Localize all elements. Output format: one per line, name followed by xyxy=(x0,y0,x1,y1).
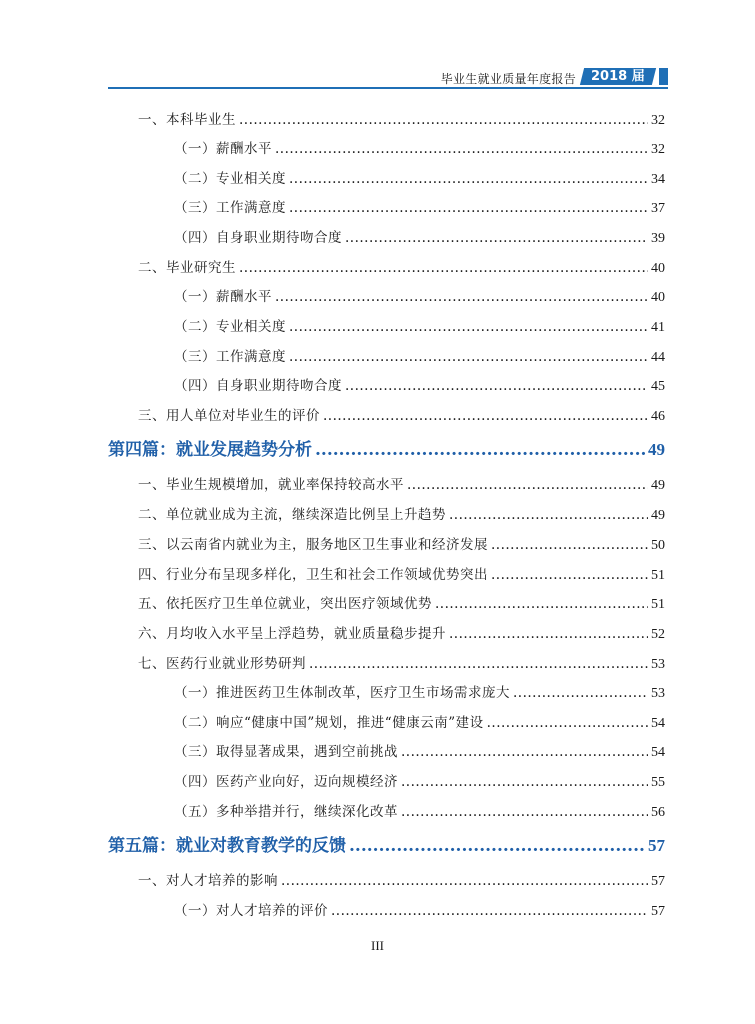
toc-entry[interactable] xyxy=(174,711,665,731)
toc-dot-leader xyxy=(275,141,648,157)
year-badge xyxy=(580,68,656,85)
toc-dot-leader xyxy=(331,903,648,919)
toc-entry-page: 49 xyxy=(651,508,665,523)
toc-entry-page: 53 xyxy=(651,657,665,672)
toc-part-heading[interactable] xyxy=(108,435,665,459)
toc-entry[interactable] xyxy=(138,404,665,424)
toc-entry-label: （四）自身职业期待吻合度 xyxy=(174,378,342,394)
toc-entry[interactable] xyxy=(174,285,665,305)
year-badge-text: 2018 届 xyxy=(591,69,645,84)
toc-dot-leader xyxy=(289,319,648,335)
header-rule xyxy=(108,87,668,89)
toc-entry[interactable] xyxy=(138,256,665,276)
toc-dot-leader xyxy=(315,440,645,460)
toc-entry-label: （二）专业相关度 xyxy=(174,319,286,335)
toc-dot-leader xyxy=(309,656,648,672)
toc-entry[interactable] xyxy=(174,196,665,216)
toc-entry-label: （二）响应“健康中国”规划，推进“健康云南”建设 xyxy=(174,715,484,731)
toc-entry[interactable] xyxy=(138,533,665,553)
toc-entry[interactable] xyxy=(174,899,665,919)
toc-entry-page: 49 xyxy=(648,440,665,459)
toc-entry-label: （三）取得显著成果，遇到空前挑战 xyxy=(174,744,398,760)
toc-entry[interactable] xyxy=(174,137,665,157)
toc-dot-leader xyxy=(513,685,648,701)
toc-entry[interactable] xyxy=(174,167,665,187)
toc-entry[interactable] xyxy=(138,622,665,642)
toc-dot-leader xyxy=(349,836,645,856)
toc-entry[interactable] xyxy=(174,800,665,820)
toc-entry-label: （二）专业相关度 xyxy=(174,171,286,187)
toc-entry-page: 52 xyxy=(651,627,665,642)
toc-entry-label: （一）对人才培养的评价 xyxy=(174,903,328,919)
toc-entry-page: 57 xyxy=(651,874,665,889)
toc-entry-page: 37 xyxy=(651,201,665,216)
toc-entry-label: 第五篇：就业对教育教学的反馈 xyxy=(108,836,346,856)
toc-entry-page: 44 xyxy=(651,350,665,365)
toc-entry-page: 41 xyxy=(651,320,665,335)
toc-dot-leader xyxy=(345,230,648,246)
toc-entry-label: 五、依托医疗卫生单位就业，突出医疗领域优势 xyxy=(138,596,432,612)
toc-dot-leader xyxy=(491,537,648,553)
toc-entry-label: 三、用人单位对毕业生的评价 xyxy=(138,408,320,424)
toc-dot-leader xyxy=(401,804,648,820)
toc-entry[interactable] xyxy=(174,740,665,760)
toc-entry-page: 54 xyxy=(651,745,665,760)
toc-dot-leader xyxy=(345,378,648,394)
toc-part-heading[interactable] xyxy=(108,831,665,855)
toc-dot-leader xyxy=(491,567,648,583)
toc-entry[interactable] xyxy=(174,315,665,335)
toc-entry[interactable] xyxy=(138,503,665,523)
toc-dot-leader xyxy=(401,744,648,760)
toc-entry-page: 57 xyxy=(648,836,665,855)
toc-dot-leader xyxy=(487,715,648,731)
report-title: 毕业生就业质量年度报告 xyxy=(440,72,576,86)
toc-entry-page: 46 xyxy=(651,409,665,424)
toc-entry-page: 32 xyxy=(651,113,665,128)
toc-entry[interactable] xyxy=(174,345,665,365)
toc-entry-label: 三、以云南省内就业为主，服务地区卫生事业和经济发展 xyxy=(138,537,488,553)
toc-entry[interactable] xyxy=(174,681,665,701)
toc-dot-leader xyxy=(407,477,648,493)
toc-dot-leader xyxy=(449,626,648,642)
toc-entry[interactable] xyxy=(174,374,665,394)
toc-dot-leader xyxy=(281,873,648,889)
toc-dot-leader xyxy=(435,596,648,612)
toc-entry[interactable] xyxy=(138,563,665,583)
toc-entry-page: 32 xyxy=(651,142,665,157)
toc-entry-label: 一、本科毕业生 xyxy=(138,112,236,128)
toc-entry-label: 一、对人才培养的影响 xyxy=(138,873,278,889)
toc-entry-label: 第四篇：就业发展趋势分析 xyxy=(108,440,312,460)
toc-entry-label: 四、行业分布呈现多样化，卫生和社会工作领域优势突出 xyxy=(138,567,488,583)
toc-entry-page: 49 xyxy=(651,478,665,493)
toc-entry-page: 51 xyxy=(651,568,665,583)
toc-entry-page: 34 xyxy=(651,172,665,187)
toc-entry-label: 二、毕业研究生 xyxy=(138,260,236,276)
toc-entry[interactable] xyxy=(174,226,665,246)
toc-dot-leader xyxy=(289,200,648,216)
toc-dot-leader xyxy=(289,349,648,365)
toc-entry[interactable] xyxy=(138,473,665,493)
toc-entry-page: 55 xyxy=(651,775,665,790)
toc-entry-label: 二、单位就业成为主流，继续深造比例呈上升趋势 xyxy=(138,507,446,523)
toc-entry-page: 53 xyxy=(651,686,665,701)
toc-entry-page: 50 xyxy=(651,538,665,553)
toc-entry-page: 40 xyxy=(651,290,665,305)
toc-entry-label: 一、毕业生规模增加，就业率保持较高水平 xyxy=(138,477,404,493)
toc-entry-page: 40 xyxy=(651,261,665,276)
toc-dot-leader xyxy=(323,408,648,424)
toc-entry-label: 六、月均收入水平呈上浮趋势，就业质量稳步提升 xyxy=(138,626,446,642)
toc-entry-label: （四）医药产业向好，迈向规模经济 xyxy=(174,774,398,790)
toc-dot-leader xyxy=(239,112,648,128)
toc-entry-page: 45 xyxy=(651,379,665,394)
toc-entry-label: 七、医药行业就业形势研判 xyxy=(138,656,306,672)
toc-entry-page: 54 xyxy=(651,716,665,731)
toc-entry[interactable] xyxy=(138,108,665,128)
header-accent-block xyxy=(659,68,668,85)
toc-entry[interactable] xyxy=(174,770,665,790)
toc-entry-label: （三）工作满意度 xyxy=(174,200,286,216)
toc-entry-label: （一）推进医药卫生体制改革，医疗卫生市场需求庞大 xyxy=(174,685,510,701)
toc-entry-label: （一）薪酬水平 xyxy=(174,289,272,305)
toc-entry-label: （一）薪酬水平 xyxy=(174,141,272,157)
toc-dot-leader xyxy=(289,171,648,187)
toc-dot-leader xyxy=(239,260,648,276)
toc-entry-label: （四）自身职业期待吻合度 xyxy=(174,230,342,246)
toc-entry[interactable] xyxy=(138,652,665,672)
toc-entry[interactable] xyxy=(138,869,665,889)
toc-dot-leader xyxy=(449,507,648,523)
toc-entry-page: 51 xyxy=(651,597,665,612)
toc-entry-page: 56 xyxy=(651,805,665,820)
toc-entry[interactable] xyxy=(138,592,665,612)
toc-dot-leader xyxy=(275,289,648,305)
page-header xyxy=(108,68,668,88)
toc-dot-leader xyxy=(401,774,648,790)
toc-entry-label: （三）工作满意度 xyxy=(174,349,286,365)
toc-entry-page: 57 xyxy=(651,904,665,919)
page-number: III xyxy=(371,938,384,953)
toc-entry-page: 39 xyxy=(651,231,665,246)
toc-entry-label: （五）多种举措并行，继续深化改革 xyxy=(174,804,398,820)
